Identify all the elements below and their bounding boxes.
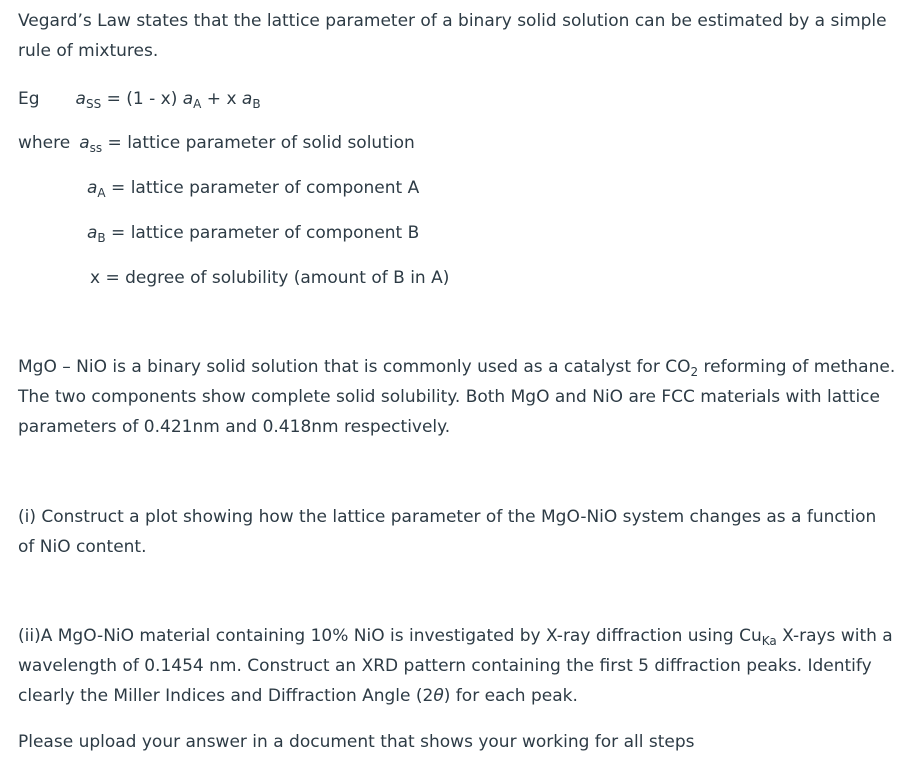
cuka-subscript: Ka (761, 634, 777, 648)
equation-part-2: + x (201, 89, 242, 109)
vegard-equation (18, 87, 261, 111)
definition-ass (18, 131, 415, 155)
a-symbol: a (79, 133, 90, 153)
part-ii-text-3: ) for each peak. (443, 686, 578, 706)
definition-x-text: = degree of solubility (amount of B in A) (100, 268, 450, 288)
upload-instruction: Please upload your answer in a document that shows your working for all steps (18, 732, 695, 752)
part-ii-text-2: X-rays with a wavelength of 0.1454 nm. Construct an XRD pattern containing the first 5 diffraction peaks. Identify clearly the Miller Indices and Diffraction Angle (2 (18, 626, 893, 706)
b-subscript: B (97, 231, 106, 245)
where-label: where (18, 133, 71, 153)
mgo-nio-paragraph (18, 352, 898, 442)
x-symbol: x (90, 268, 101, 288)
a-symbol: a (75, 89, 86, 109)
eg-label: Eg (18, 89, 40, 109)
a-subscript: A (97, 186, 106, 200)
definition-ab (87, 221, 419, 245)
definition-ab-text: = lattice parameter of component B (105, 223, 420, 243)
question-part-i: (i) Construct a plot showing how the lattice parameter of the MgO-NiO system changes as a function of NiO content. (18, 507, 877, 557)
definition-aa-text: = lattice parameter of component A (105, 178, 420, 198)
ss-subscript: SS (85, 97, 102, 111)
a-symbol: a (87, 223, 98, 243)
a-symbol: a (87, 178, 98, 198)
a-subscript: A (193, 97, 202, 111)
a-symbol: a (241, 89, 253, 109)
b-subscript: B (252, 97, 261, 111)
co2-subscript: 2 (690, 365, 699, 379)
part-ii-text-1: (ii)A MgO-NiO material containing 10% NiO is investigated by X-ray diffraction using Cu (18, 626, 762, 646)
definition-ass-text: = lattice parameter of solid solution (102, 133, 415, 153)
intro-paragraph: Vegard’s Law states that the lattice parameter of a binary solid solution can be estimated by a simple rule of mixtures. (18, 11, 887, 61)
para2-text-2: reforming of methane. The two components show complete solid solubility. Both MgO and NiO are FCC materials with lattice parameters of 0.421nm and 0.418nm respectively. (18, 357, 896, 437)
equation-part-1: = (1 - x) (101, 89, 183, 109)
a-symbol: a (182, 89, 194, 109)
definition-aa (87, 176, 419, 200)
definition-x (90, 266, 449, 290)
question-part-ii (18, 621, 898, 711)
para2-text-1: MgO – NiO is a binary solid solution that is commonly used as a catalyst for CO (18, 357, 691, 377)
theta-symbol: θ (433, 686, 444, 706)
ss-subscript: ss (89, 141, 103, 155)
